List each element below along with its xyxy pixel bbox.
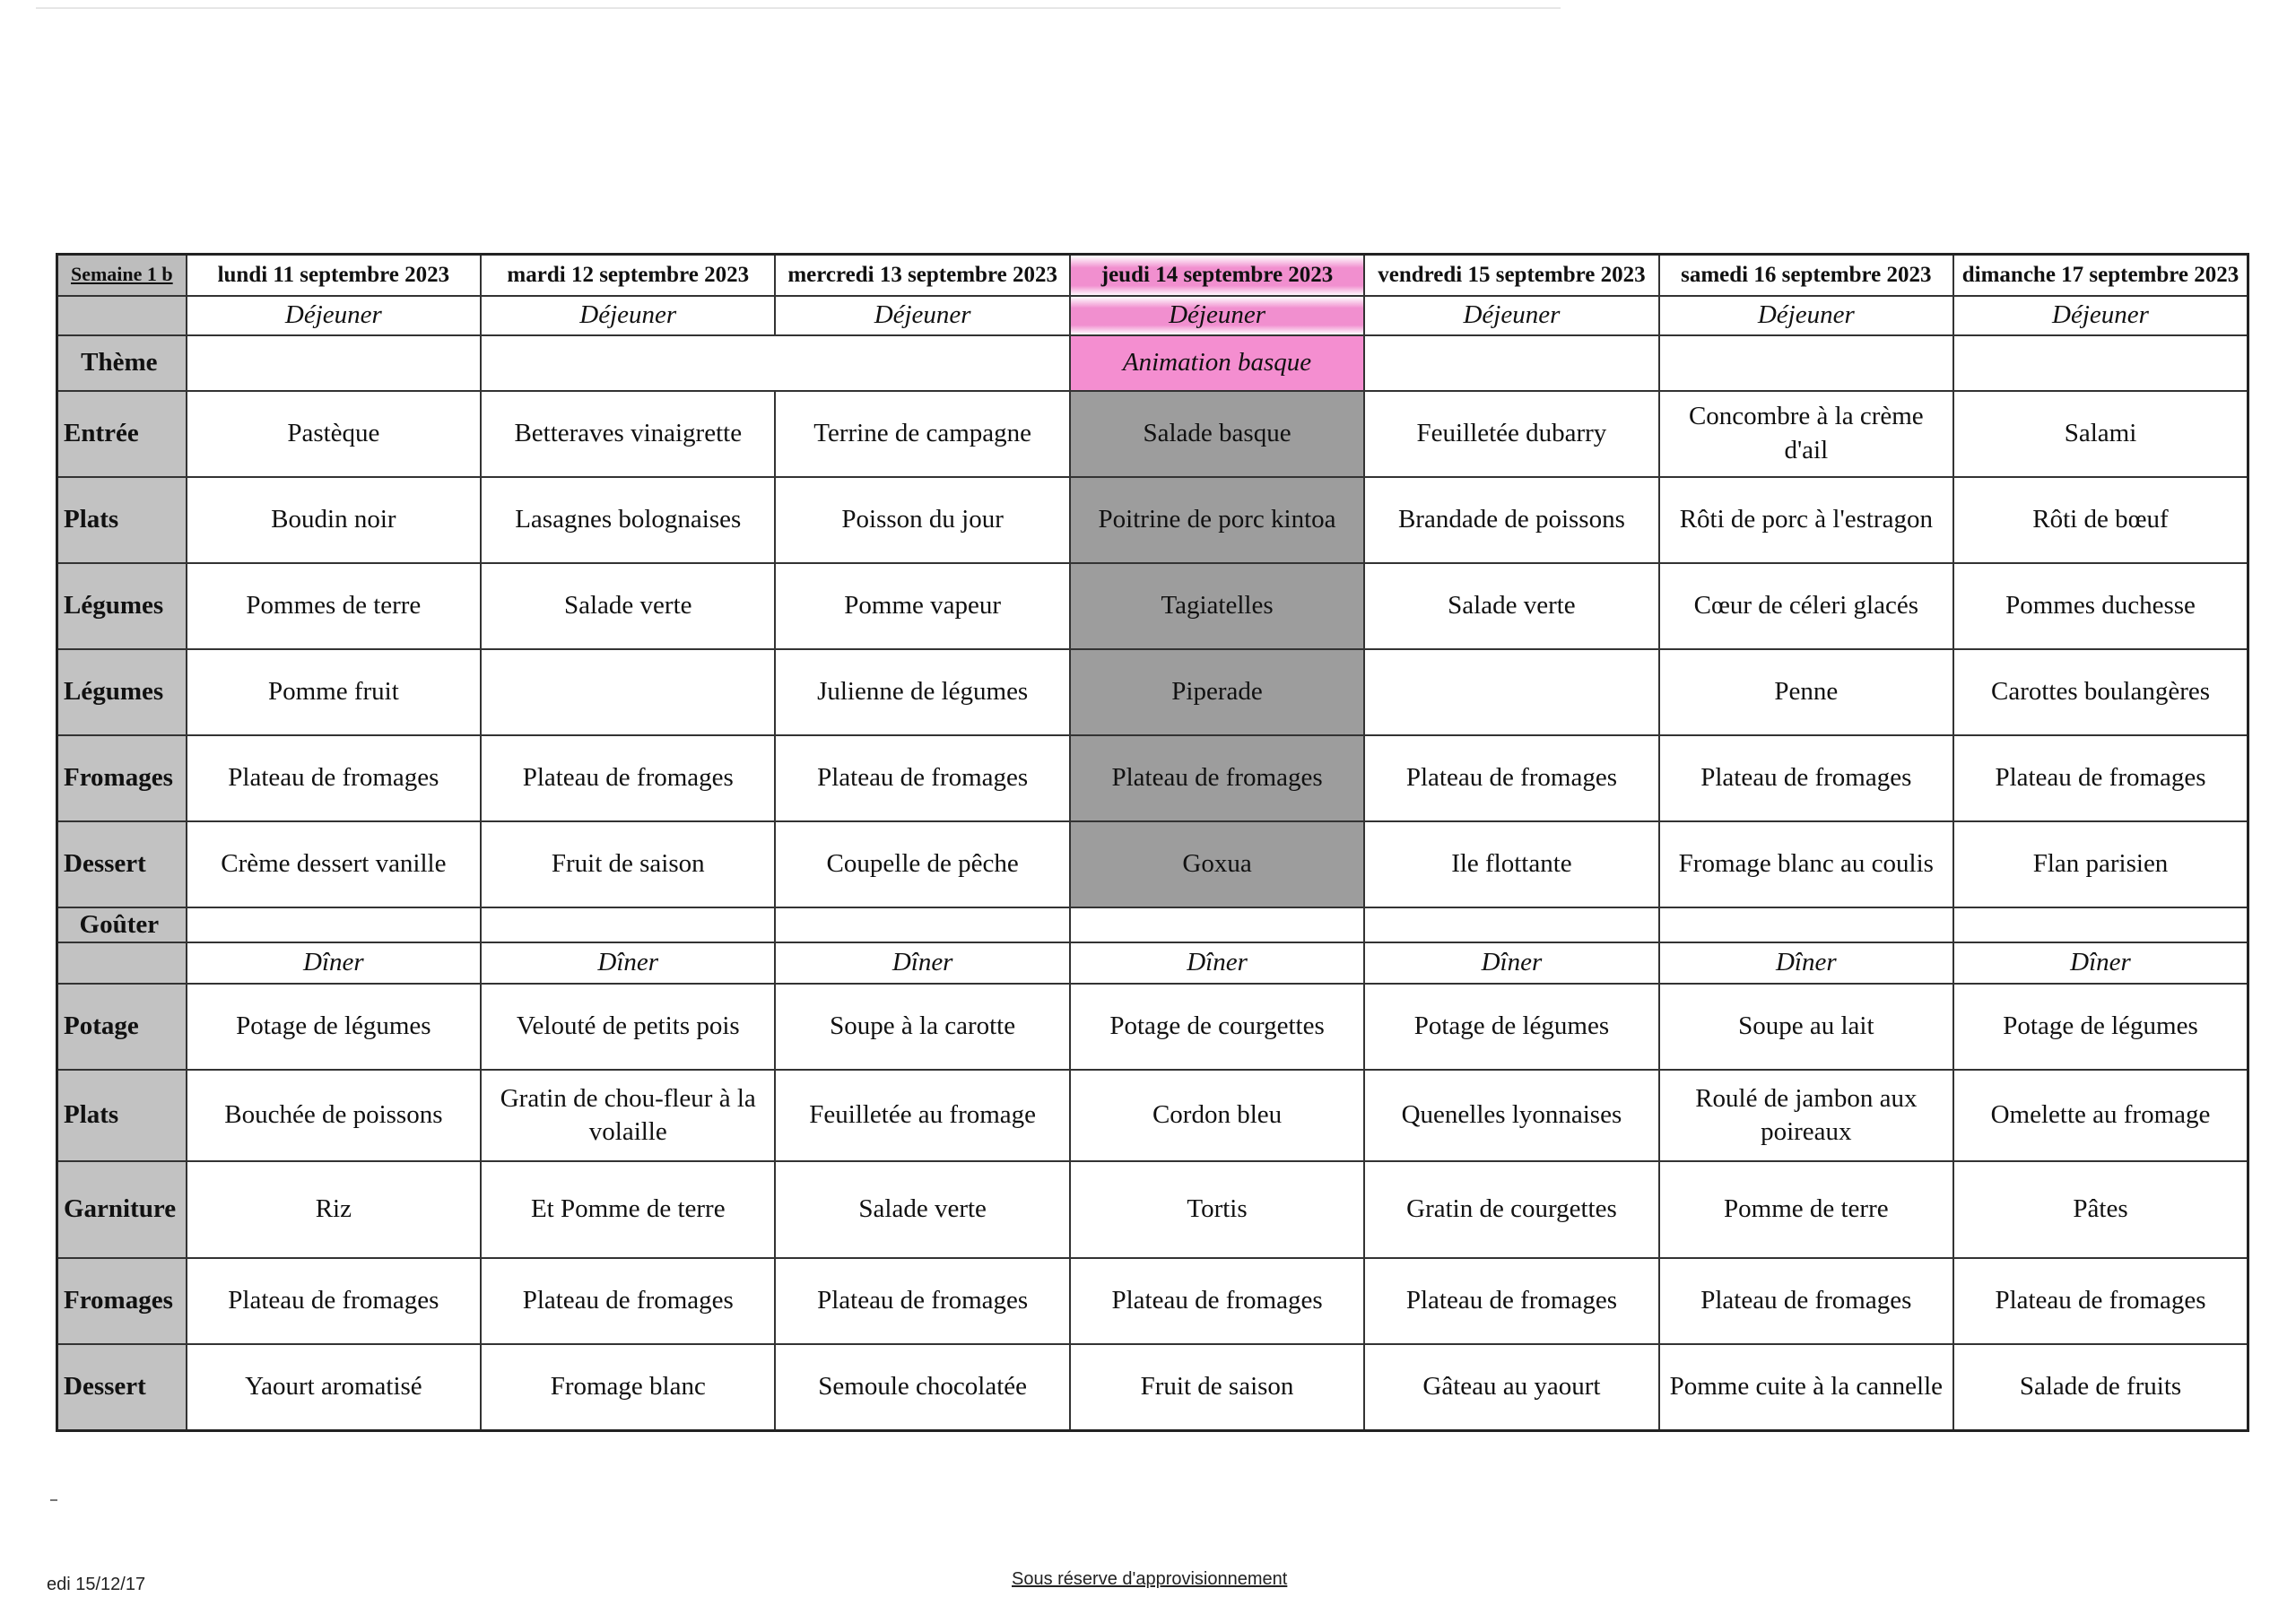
menu-cell: Omelette au fromage (1953, 1070, 2248, 1161)
gouter-cell (481, 907, 775, 943)
dinner-header-row (57, 942, 2248, 984)
lunch-label: Déjeuner (481, 296, 775, 335)
menu-cell: Tagiatelles (1070, 563, 1364, 649)
menu-cell: Plateau de fromages (481, 1258, 775, 1344)
row-label: Fromages (57, 735, 187, 821)
menu-cell: Pâtes (1953, 1161, 2248, 1258)
day-header: lundi 11 septembre 2023 (187, 255, 481, 296)
gouter-cell (1953, 907, 2248, 943)
menu-cell: Poisson du jour (775, 477, 1069, 563)
menu-cell: Plateau de fromages (1953, 1258, 2248, 1344)
theme-label: Thème (57, 335, 187, 391)
menu-cell: Plateau de fromages (187, 1258, 481, 1344)
row-label: Fromages (57, 1258, 187, 1344)
dinner-label: Dîner (1070, 942, 1364, 984)
theme-row (57, 335, 2248, 391)
menu-cell: Ile flottante (1364, 821, 1658, 907)
weekly-menu-table (56, 253, 2249, 1432)
menu-cell: Crème dessert vanille (187, 821, 481, 907)
menu-cell: Piperade (1070, 649, 1364, 735)
menu-cell: Plateau de fromages (775, 735, 1069, 821)
menu-cell: Pastèque (187, 391, 481, 477)
gouter-row (57, 907, 2248, 943)
menu-cell: Plateau de fromages (1364, 735, 1658, 821)
row-label: Dessert (57, 1344, 187, 1430)
menu-cell: Boudin noir (187, 477, 481, 563)
menu-row (57, 1070, 2248, 1161)
menu-cell (481, 649, 775, 735)
dinner-label: Dîner (1953, 942, 2248, 984)
day-header-highlighted: jeudi 14 septembre 2023 (1070, 255, 1364, 296)
gouter-cell (1659, 907, 1953, 943)
menu-cell: Gâteau au yaourt (1364, 1344, 1658, 1430)
lunch-label: Déjeuner (775, 296, 1069, 335)
menu-cell: Fromage blanc (481, 1344, 775, 1430)
menu-cell: Pomme vapeur (775, 563, 1069, 649)
menu-cell: Potage de courgettes (1070, 984, 1364, 1070)
gouter-cell (1070, 907, 1364, 943)
row-label: Garniture (57, 1161, 187, 1258)
menu-cell (1364, 649, 1658, 735)
menu-cell: Fruit de saison (481, 821, 775, 907)
menu-cell: Fromage blanc au coulis (1659, 821, 1953, 907)
menu-row (57, 563, 2248, 649)
menu-cell: Pomme fruit (187, 649, 481, 735)
row-label-empty (57, 296, 187, 335)
menu-cell: Riz (187, 1161, 481, 1258)
menu-cell: Soupe au lait (1659, 984, 1953, 1070)
menu-cell: Salami (1953, 391, 2248, 477)
row-label: Plats (57, 477, 187, 563)
menu-cell: Yaourt aromatisé (187, 1344, 481, 1430)
gouter-label: Goûter (57, 907, 187, 943)
menu-cell: Cordon bleu (1070, 1070, 1364, 1161)
menu-row (57, 1161, 2248, 1258)
gouter-cell (187, 907, 481, 943)
menu-cell: Concombre à la crème d'ail (1659, 391, 1953, 477)
row-label: Légumes (57, 649, 187, 735)
dinner-label: Dîner (1659, 942, 1953, 984)
lunch-header-row (57, 296, 2248, 335)
menu-cell: Plateau de fromages (1659, 1258, 1953, 1344)
day-header: samedi 16 septembre 2023 (1659, 255, 1953, 296)
menu-cell: Rôti de bœuf (1953, 477, 2248, 563)
row-label: Entrée (57, 391, 187, 477)
menu-cell: Plateau de fromages (1364, 1258, 1658, 1344)
day-header: dimanche 17 septembre 2023 (1953, 255, 2248, 296)
menu-cell: Quenelles lyonnaises (1364, 1070, 1658, 1161)
menu-cell: Lasagnes bolognaises (481, 477, 775, 563)
menu-cell: Roulé de jambon aux poireaux (1659, 1070, 1953, 1161)
theme-cell (1364, 335, 1658, 391)
menu-row (57, 649, 2248, 735)
menu-cell: Salade basque (1070, 391, 1364, 477)
row-label: Potage (57, 984, 187, 1070)
menu-cell: Et Pomme de terre (481, 1161, 775, 1258)
lunch-label: Déjeuner (1364, 296, 1658, 335)
menu-cell: Rôti de porc à l'estragon (1659, 477, 1953, 563)
gouter-cell (1364, 907, 1658, 943)
menu-cell: Pommes de terre (187, 563, 481, 649)
footer-supply-notice: Sous réserve d'approvisionnement (1012, 1569, 1288, 1589)
menu-cell: Plateau de fromages (187, 735, 481, 821)
menu-cell: Salade de fruits (1953, 1344, 2248, 1430)
dinner-label: Dîner (187, 942, 481, 984)
row-label: Plats (57, 1070, 187, 1161)
menu-row (57, 821, 2248, 907)
menu-cell: Plateau de fromages (775, 1258, 1069, 1344)
menu-cell: Fruit de saison (1070, 1344, 1364, 1430)
menu-cell: Goxua (1070, 821, 1364, 907)
row-label: Légumes (57, 563, 187, 649)
menu-cell: Plateau de fromages (1070, 735, 1364, 821)
menu-row (57, 735, 2248, 821)
menu-cell: Cœur de céleri glacés (1659, 563, 1953, 649)
day-header: vendredi 15 septembre 2023 (1364, 255, 1658, 296)
menu-cell: Pomme cuite à la cannelle (1659, 1344, 1953, 1430)
menu-cell: Plateau de fromages (481, 735, 775, 821)
menu-cell: Carottes boulangères (1953, 649, 2248, 735)
lunch-label: Déjeuner (1659, 296, 1953, 335)
menu-cell: Velouté de petits pois (481, 984, 775, 1070)
menu-cell: Penne (1659, 649, 1953, 735)
menu-cell: Feuilletée au fromage (775, 1070, 1069, 1161)
menu-cell: Coupelle de pêche (775, 821, 1069, 907)
menu-cell: Terrine de campagne (775, 391, 1069, 477)
day-header-row (57, 255, 2248, 296)
menu-row (57, 984, 2248, 1070)
theme-value: Animation basque (1070, 335, 1364, 391)
dinner-label: Dîner (1364, 942, 1658, 984)
menu-cell: Salade verte (1364, 563, 1658, 649)
dinner-label: Dîner (775, 942, 1069, 984)
menu-row (57, 1258, 2248, 1344)
day-header: mardi 12 septembre 2023 (481, 255, 775, 296)
week-label: Semaine 1 b (57, 255, 187, 296)
menu-cell: Potage de légumes (1364, 984, 1658, 1070)
menu-cell: Betteraves vinaigrette (481, 391, 775, 477)
menu-cell: Tortis (1070, 1161, 1364, 1258)
menu-cell: Flan parisien (1953, 821, 2248, 907)
menu-cell: Salade verte (481, 563, 775, 649)
menu-cell: Plateau de fromages (1070, 1258, 1364, 1344)
theme-cell (1659, 335, 1953, 391)
lunch-label: Déjeuner (187, 296, 481, 335)
menu-cell: Pomme de terre (1659, 1161, 1953, 1258)
menu-cell: Gratin de chou-fleur à la volaille (481, 1070, 775, 1161)
menu-cell: Soupe à la carotte (775, 984, 1069, 1070)
row-label-empty (57, 942, 187, 984)
day-header: mercredi 13 septembre 2023 (775, 255, 1069, 296)
menu-cell: Pommes duchesse (1953, 563, 2248, 649)
menu-cell: Poitrine de porc kintoa (1070, 477, 1364, 563)
theme-cell (481, 335, 1070, 391)
lunch-label: Déjeuner (1953, 296, 2248, 335)
dinner-label: Dîner (481, 942, 775, 984)
menu-row (57, 477, 2248, 563)
gouter-cell (775, 907, 1069, 943)
menu-row (57, 1344, 2248, 1430)
scan-edge-line (36, 7, 1561, 9)
menu-cell: Salade verte (775, 1161, 1069, 1258)
menu-cell: Plateau de fromages (1953, 735, 2248, 821)
menu-cell: Brandade de poissons (1364, 477, 1658, 563)
menu-cell: Feuilletée dubarry (1364, 391, 1658, 477)
theme-cell (1953, 335, 2248, 391)
menu-cell: Bouchée de poissons (187, 1070, 481, 1161)
menu-cell: Gratin de courgettes (1364, 1161, 1658, 1258)
menu-cell: Potage de légumes (1953, 984, 2248, 1070)
row-label: Dessert (57, 821, 187, 907)
menu-row (57, 391, 2248, 477)
menu-cell: Potage de légumes (187, 984, 481, 1070)
menu-cell: Semoule chocolatée (775, 1344, 1069, 1430)
menu-cell: Plateau de fromages (1659, 735, 1953, 821)
scan-mark (50, 1499, 57, 1501)
footer-edit-date: edi 15/12/17 (47, 1575, 146, 1594)
theme-cell (187, 335, 481, 391)
menu-cell: Julienne de légumes (775, 649, 1069, 735)
lunch-label-highlighted: Déjeuner (1070, 296, 1364, 335)
